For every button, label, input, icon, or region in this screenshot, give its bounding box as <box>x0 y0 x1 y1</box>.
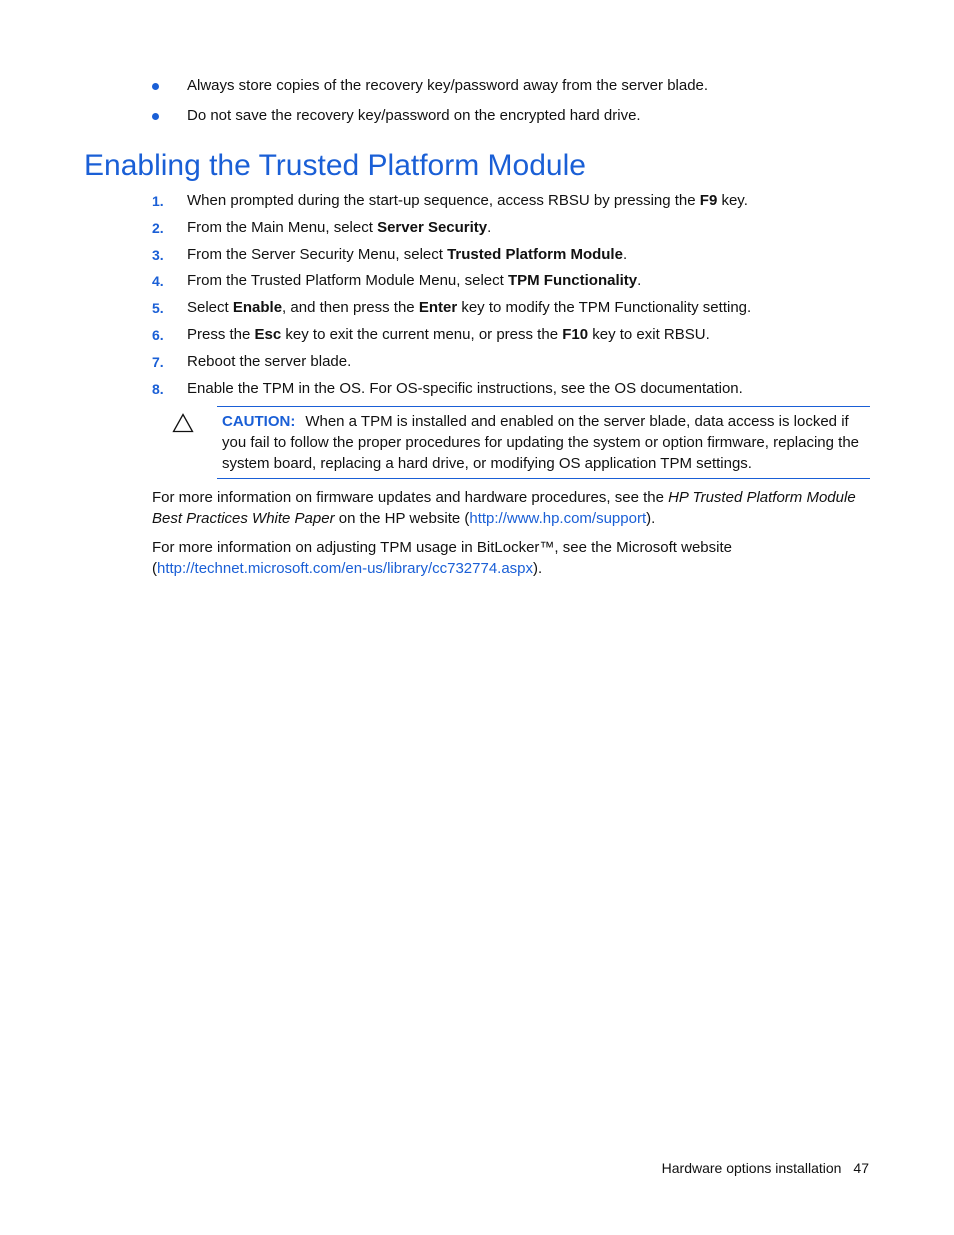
bullet-dot-icon <box>152 83 159 90</box>
microsoft-technet-link[interactable]: http://technet.microsoft.com/en-us/library/cc732774.aspx <box>157 560 534 577</box>
step-number: 2. <box>152 219 164 236</box>
step-number: 4. <box>152 273 164 290</box>
step-text: Press the <box>187 325 255 343</box>
hp-support-link[interactable]: http://www.hp.com/support <box>469 510 647 527</box>
step-menu-option: Trusted Platform Module <box>447 245 623 263</box>
step-text: . <box>637 272 642 290</box>
paragraph-text: on the HP website ( <box>334 510 470 527</box>
bullet-text: Always store copies of the recovery key/password away from the server blade. <box>187 77 709 94</box>
paragraph-text: For more information on adjusting TPM usage in BitLocker™, see the Microsoft website ( <box>152 539 732 577</box>
step-text: From the Main Menu, select <box>187 218 378 236</box>
step-text: key to modify the TPM Functionality setting. <box>457 299 752 317</box>
step-item <box>152 325 872 345</box>
step-menu-option: TPM Functionality <box>507 272 638 290</box>
step-text: When prompted during the start-up sequence, access RBSU by pressing the <box>187 192 700 209</box>
white-paper-title: HP Trusted Platform Module Best Practices White Paper <box>152 489 856 527</box>
step-number: 8. <box>152 380 164 397</box>
step-text: key to exit RBSU. <box>588 325 710 343</box>
step-text: key. <box>717 192 748 209</box>
caution-triangle-icon <box>172 413 194 433</box>
paragraph-text: ). <box>646 510 656 527</box>
step-number: 6. <box>152 326 164 343</box>
paragraph-text: ). <box>533 560 543 577</box>
paragraph-text: For more information on firmware updates and hardware procedures, see the <box>152 489 669 506</box>
step-key: Enter <box>418 299 458 317</box>
steps-list <box>152 191 872 405</box>
caution-text: When a TPM is installed and enabled on the server blade, data access is locked if you fail to follow the proper procedures for updating the system or option firmware, replacing the system board, replacing a hard drive, or modifying OS application TPM settings. <box>222 413 860 472</box>
bullet-item <box>152 106 872 126</box>
caution-box <box>217 406 870 479</box>
step-item <box>152 379 872 399</box>
step-number: 3. <box>152 246 164 263</box>
step-text: . <box>487 218 492 236</box>
bullet-dot-icon <box>152 113 159 120</box>
step-key: F9 <box>699 192 718 209</box>
step-menu-option: Server Security <box>377 218 488 236</box>
step-text: . <box>622 245 628 263</box>
bitlocker-info-paragraph <box>152 537 872 579</box>
bullet-text: Do not save the recovery key/password on the encrypted hard drive. <box>187 107 641 124</box>
page-number: 47 <box>853 1160 869 1176</box>
step-item <box>152 352 872 372</box>
step-text: Enable the TPM in the OS. For OS-specific instructions, see the OS documentation. <box>187 379 743 397</box>
step-item <box>152 218 872 238</box>
firmware-info-paragraph <box>152 487 872 529</box>
step-text: From the Trusted Platform Module Menu, select <box>187 272 508 290</box>
step-text: Reboot the server blade. <box>187 352 352 370</box>
bullet-list <box>152 76 872 136</box>
step-item <box>152 191 872 211</box>
step-text: , and then press the <box>282 299 419 317</box>
page-footer <box>662 1158 869 1178</box>
step-text: key to exit the current menu, or press the <box>281 325 563 343</box>
step-menu-option: Enable <box>232 299 283 317</box>
step-text: From the Server Security Menu, select <box>187 245 448 263</box>
bullet-item <box>152 76 872 96</box>
step-number: 7. <box>152 353 164 370</box>
step-number: 5. <box>152 300 164 317</box>
step-item <box>152 245 872 265</box>
step-item <box>152 298 872 318</box>
footer-section-title: Hardware options installation <box>661 1160 842 1176</box>
step-text: Select <box>187 299 233 317</box>
step-key: Esc <box>254 325 282 343</box>
step-key: F10 <box>562 325 589 343</box>
step-number: 1. <box>152 193 164 209</box>
step-item <box>152 271 872 291</box>
caution-label: CAUTION: <box>222 413 296 430</box>
section-heading: Enabling the Trusted Platform Module <box>84 149 586 182</box>
